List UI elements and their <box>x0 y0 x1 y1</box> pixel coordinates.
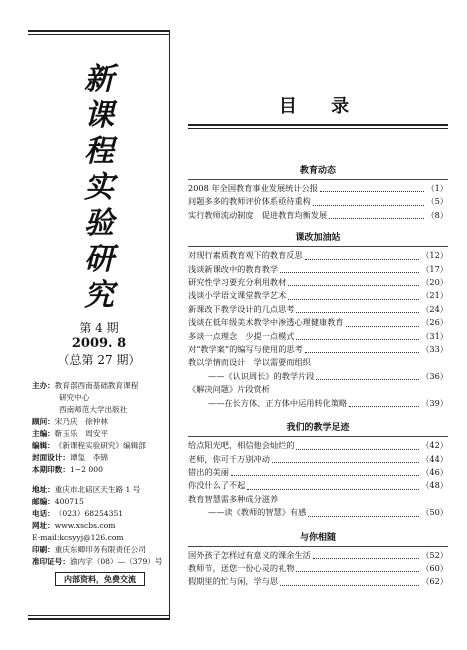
dot-leader <box>296 571 419 572</box>
editor-label: 主编： <box>32 429 55 438</box>
entry-page: （36） <box>421 370 448 381</box>
dot-leader <box>308 516 419 517</box>
toc-entry[interactable] <box>188 356 448 369</box>
entry-title: 2008 年全国教育事业发展统计公报 <box>188 183 318 193</box>
postcode-label: 邮编： <box>32 497 55 506</box>
address-value: 重庆市北碚区天生路 1 号 <box>54 485 141 494</box>
print-value: 1~2 000 <box>69 465 103 474</box>
email-value[interactable]: E-mail:kcsyyj@126.com <box>32 533 124 542</box>
entry-title: 对现行素质教育观下的教育反思 <box>188 250 303 261</box>
entry-page: （33） <box>421 344 448 355</box>
dot-leader <box>231 475 419 476</box>
toc-section <box>188 163 448 222</box>
title-char: 课 <box>84 98 114 133</box>
entry-page: （39） <box>421 397 448 408</box>
toc-entry[interactable] <box>188 370 448 383</box>
section-rule <box>188 179 448 180</box>
section-heading: 课改加油站 <box>295 233 341 244</box>
dot-leader <box>296 449 419 450</box>
toc-entry[interactable] <box>188 343 448 356</box>
dot-leader <box>247 489 419 490</box>
dot-leader <box>296 339 419 340</box>
toc-entry[interactable] <box>188 397 448 410</box>
entry-page: （42） <box>421 440 448 451</box>
entry-title: 浅谈小学语文课堂教学艺术 <box>188 290 287 301</box>
title-char: 程 <box>84 134 114 169</box>
dot-leader <box>313 558 419 559</box>
toc-entry[interactable] <box>188 209 448 222</box>
entry-title: 浅谈新课改中的教育教学 <box>188 263 279 274</box>
toc-title-rule <box>188 124 448 126</box>
entry-page: （48） <box>421 480 448 491</box>
web-value[interactable]: www.xscbs.com <box>54 521 116 530</box>
entry-page: （8） <box>426 209 448 220</box>
entry-page: （5） <box>426 196 448 207</box>
advisor-value: 宋乃庆 徐仲林 <box>54 417 108 426</box>
entry-page: （46） <box>421 466 448 477</box>
toc-entry[interactable] <box>188 493 448 506</box>
toc-entry[interactable] <box>188 575 448 588</box>
table-of-contents <box>188 96 448 589</box>
total-issue: （总第 27 期） <box>57 353 141 367</box>
phone-label: 电话： <box>32 509 55 518</box>
entry-title: 错出的美丽 <box>188 466 229 477</box>
section-rule <box>188 546 448 547</box>
top-rule <box>28 30 170 32</box>
entry-title: 问题多多的教师评价体系亟待重构 <box>188 196 311 207</box>
permit-label: 准印证号： <box>32 557 70 566</box>
toc-entry[interactable] <box>188 249 448 262</box>
journal-title <box>28 62 170 314</box>
toc-section <box>188 530 448 589</box>
free-exchange-note: 内部资料，免费交流 <box>55 572 145 586</box>
sponsor-line: 西南师范大学出版社 <box>59 405 128 414</box>
entry-page: （44） <box>421 453 448 464</box>
entry-title: 教以学情而设计 学以需要而组织 <box>188 357 311 368</box>
toc-entry[interactable] <box>188 182 448 195</box>
entry-page: （17） <box>421 263 448 274</box>
masthead-sidebar <box>28 30 170 620</box>
title-char: 实 <box>84 170 114 205</box>
entry-title: 研究性学习要充分利用教材 <box>188 277 287 288</box>
issue-info <box>28 320 170 368</box>
entry-title: 假期里的忙与闲，学与思 <box>188 576 279 587</box>
toc-entry[interactable] <box>188 303 448 316</box>
entry-page: （24） <box>421 303 448 314</box>
entry-title: ——读《教师的智慧》有感 <box>208 507 307 518</box>
entry-title: 浅谈在低年级美术教学中渗透心理健康教育 <box>188 317 344 328</box>
dot-leader <box>296 312 419 313</box>
cover-label: 封面设计： <box>32 453 70 462</box>
section-heading: 我们的教学足迹 <box>286 423 350 434</box>
toc-entry[interactable] <box>188 479 448 492</box>
dot-leader <box>320 191 425 192</box>
dot-leader <box>288 285 419 286</box>
bottom-rule <box>28 618 170 620</box>
dot-leader <box>288 299 419 300</box>
dot-leader <box>305 352 419 353</box>
sponsor-line: 研究中心 <box>59 393 90 402</box>
entry-page: （52） <box>421 549 448 560</box>
cover-value: 谭玺 李锦 <box>69 453 108 462</box>
toc-section <box>188 230 448 410</box>
title-char: 验 <box>84 206 114 241</box>
sponsor-line: 教育部西南基础教育课程 <box>54 381 139 390</box>
entry-page: （31） <box>421 330 448 341</box>
top-rule-thin <box>28 34 170 35</box>
title-char: 研 <box>84 242 114 277</box>
entry-title: 《解决问题》片段赏析 <box>188 384 270 395</box>
toc-entry[interactable] <box>188 316 448 329</box>
toc-sections <box>188 163 448 589</box>
toc-entry[interactable] <box>188 439 448 452</box>
editing-label: 编辑： <box>32 441 55 450</box>
dot-leader <box>280 272 419 273</box>
toc-entry[interactable] <box>188 289 448 302</box>
toc-entry[interactable] <box>188 330 448 343</box>
dot-leader <box>305 259 420 260</box>
entry-page: （60） <box>421 562 448 573</box>
entry-page: （62） <box>421 576 448 587</box>
section-heading: 教育动态 <box>299 166 336 176</box>
printer-label: 印刷： <box>32 545 55 554</box>
postcode-value: 400715 <box>54 497 84 506</box>
entry-page: （50） <box>421 507 448 518</box>
editing-value: 《新课程实验研究》编辑部 <box>54 441 146 450</box>
toc-title: 目 录 <box>278 96 364 117</box>
entry-title: 你没什么了不起 <box>188 480 246 491</box>
printer-value: 重庆东卿印务有限责任公司 <box>54 545 146 554</box>
toc-title-rule-thin <box>188 128 448 129</box>
dot-leader <box>272 462 419 463</box>
entry-title: 老师，你可千万别冲动 <box>188 453 270 464</box>
section-heading: 与你相随 <box>299 532 336 543</box>
dot-leader <box>346 326 420 327</box>
title-char: 新 <box>84 62 114 97</box>
bottom-rule-thin <box>28 615 170 616</box>
dot-leader <box>313 205 425 206</box>
toc-entry[interactable] <box>188 562 448 575</box>
entry-title: 国外孩子怎样过有意义的课余生活 <box>188 549 311 560</box>
dot-leader <box>280 585 419 586</box>
toc-entry[interactable] <box>188 263 448 276</box>
section-rule <box>188 246 448 247</box>
entry-title: 多谈一点理念 少提一点模式 <box>188 330 295 341</box>
phone-value: （023）68254351 <box>54 509 124 518</box>
entry-page: （21） <box>421 290 448 301</box>
entry-page: （20） <box>421 277 448 288</box>
advisor-label: 顾问： <box>32 417 55 426</box>
toc-entry[interactable] <box>188 195 448 208</box>
dot-leader <box>316 379 419 380</box>
print-label: 本期印数： <box>32 465 70 474</box>
toc-section <box>188 420 448 519</box>
entry-title: 教育智慧需多种成分滋养 <box>188 493 279 504</box>
entry-title: 实行教师流动制度 促进教育均衡发展 <box>188 209 328 220</box>
sponsor-label: 主办： <box>32 381 55 390</box>
toc-entry[interactable] <box>188 383 448 396</box>
entry-page: （1） <box>426 183 448 193</box>
toc-entry[interactable] <box>188 549 448 562</box>
entry-page: （26） <box>421 317 448 328</box>
web-label: 网址： <box>32 521 55 530</box>
toc-entry[interactable] <box>188 466 448 479</box>
title-char: 究 <box>84 278 114 313</box>
editor-value: 靳玉乐 周安平 <box>54 429 108 438</box>
dot-leader <box>329 218 424 219</box>
toc-entry[interactable] <box>188 276 448 289</box>
issue-date: 2009. 8 <box>71 336 127 351</box>
entry-title: ——在长方体、正方体中运用转化策略 <box>208 397 348 408</box>
entry-title: 新课改下教学设计的几点思考 <box>188 303 295 314</box>
masthead-info <box>32 380 168 586</box>
toc-entry[interactable] <box>188 506 448 519</box>
dot-leader <box>349 406 419 407</box>
entry-title: ——《认识周长》的教学片段 <box>208 370 315 381</box>
entry-title: 给点阳光吧，相信他会灿烂的 <box>188 440 295 451</box>
permit-value: 渝内字（08）—（379）号 <box>69 557 163 566</box>
issue-number: 第 4 期 <box>79 321 119 335</box>
entry-title: 对“教学案”的编写与使用的思考 <box>188 344 303 355</box>
entry-page: （12） <box>421 250 448 261</box>
toc-entry[interactable] <box>188 453 448 466</box>
entry-title: 教师节，送您一份心灵的礼物 <box>188 562 295 573</box>
address-label: 地址： <box>32 485 55 494</box>
section-rule <box>188 436 448 437</box>
